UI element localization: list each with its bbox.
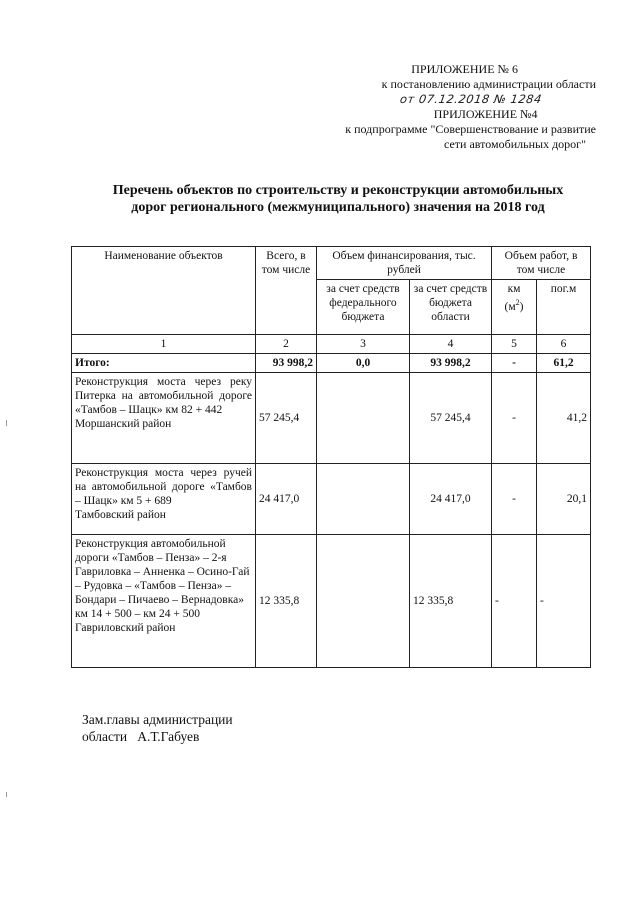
- total-km: -: [492, 354, 537, 373]
- object-name-cell: [72, 535, 256, 668]
- object-total: 57 245,4: [256, 373, 317, 464]
- total-pogm: 61,2: [537, 354, 591, 373]
- signature-block: [82, 711, 233, 745]
- col-number: 2: [256, 335, 317, 354]
- object-regional: 24 417,0: [410, 464, 492, 535]
- object-name-cell: [72, 373, 256, 464]
- object-pogm: -: [537, 535, 591, 668]
- table-row: [72, 464, 591, 535]
- object-federal: [317, 535, 410, 668]
- header-total: Всего, в том числе: [256, 247, 317, 335]
- column-numbers-row: [72, 335, 591, 354]
- appendix-6-label: ПРИЛОЖЕНИЕ № 6: [411, 62, 518, 76]
- object-name: Реконструкция моста через реку Питерка на автомобильной дороге «Тамбов – Шацк» км 82 + 442: [75, 376, 252, 416]
- signature-name: области А.Т.Габуев: [82, 729, 200, 744]
- object-regional: 12 335,8: [410, 535, 492, 668]
- col-number: 1: [72, 335, 256, 354]
- total-regional: 93 998,2: [410, 354, 492, 373]
- subprogram-line-1: к подпрограмме "Совершенствование и развитие: [345, 122, 596, 136]
- object-district: Гавриловский район: [75, 622, 176, 634]
- col-number: 4: [410, 335, 492, 354]
- total-label: Итого:: [72, 354, 256, 373]
- header-works: Объем работ, в том числе: [492, 247, 591, 280]
- col-number: 5: [492, 335, 537, 354]
- object-regional: 57 245,4: [410, 373, 492, 464]
- col-number: 6: [537, 335, 591, 354]
- object-total: 24 417,0: [256, 464, 317, 535]
- object-km: -: [492, 464, 537, 535]
- resolution-line: к постановлению администрации области: [381, 77, 596, 91]
- object-federal: [317, 464, 410, 535]
- signature-position: Зам.главы администрации: [82, 712, 233, 727]
- total-federal: 0,0: [317, 354, 410, 373]
- object-total: 12 335,8: [256, 535, 317, 668]
- subprogram-line-2: сети автомобильных дорог": [443, 137, 586, 151]
- object-name: Реконструкция автомобильной дороги «Тамбов – Пенза» – 2-я Гавриловка – Анненка – Осино-Гай – Рудовка – «Тамбов – Пенза» – Бондари – Пичаево – Вернадовка» км 14 + 500 – км 24 + 500: [75, 538, 250, 620]
- total-row: [72, 354, 591, 373]
- header-financing: Объем финансирования, тыс. рублей: [317, 247, 492, 280]
- scan-mark: [6, 420, 7, 426]
- object-district: Тамбовский район: [75, 509, 166, 521]
- table-row: [72, 373, 591, 464]
- objects-table: [71, 246, 591, 668]
- object-pogm: 41,2: [537, 373, 591, 464]
- object-name-cell: [72, 464, 256, 535]
- document-title: [78, 182, 598, 216]
- object-federal: [317, 373, 410, 464]
- object-name: Реконструкция моста через ручей на автомобильной дороге «Тамбов – Шацк» км 5 + 689: [75, 467, 252, 507]
- col-number: 3: [317, 335, 410, 354]
- header-pogm: пог.м: [537, 280, 591, 335]
- header-km: км $(м^2)$: [492, 280, 537, 335]
- object-district: Моршанский район: [75, 418, 172, 430]
- appendix-4-label: ПРИЛОЖЕНИЕ №4: [433, 107, 538, 121]
- header-name: Наименование объектов: [72, 247, 256, 335]
- title-line-1: Перечень объектов по строительству и реконструкции автомобильных: [112, 183, 564, 198]
- object-km: -: [492, 535, 537, 668]
- scan-mark: [6, 792, 7, 797]
- table-row: [72, 535, 591, 668]
- object-km: -: [492, 373, 537, 464]
- total-sum: 93 998,2: [256, 354, 317, 373]
- header-federal: за счет средств федерального бюджета: [317, 280, 410, 335]
- header-row-1: [72, 247, 591, 280]
- handwritten-date-number: от 07.12.2018 № 1284: [398, 92, 543, 106]
- appendix-block: [345, 62, 596, 152]
- title-line-2: дорог регионального (межмуниципального) значения на 2018 год: [131, 200, 545, 215]
- object-pogm: 20,1: [537, 464, 591, 535]
- header-regional: за счет средств бюджета области: [410, 280, 492, 335]
